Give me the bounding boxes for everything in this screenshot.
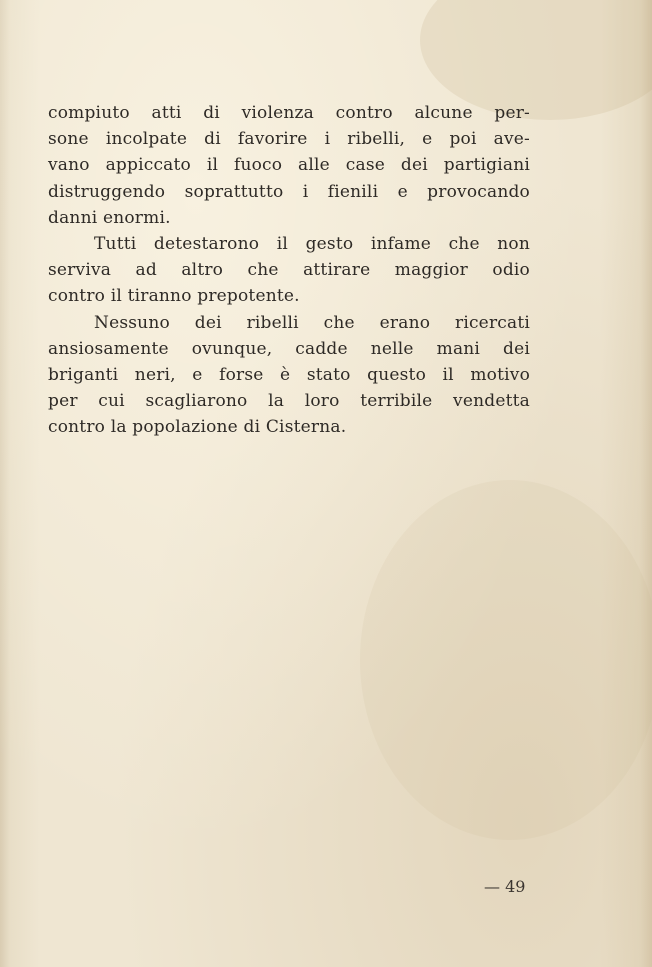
text-line: Nessuno dei ribelli che erano ricercati <box>94 312 530 333</box>
text-line: sone incolpate di favorire i ribelli, e poi ave- <box>48 129 530 150</box>
text-line: ansiosamente ovunque, cadde nelle mani dei <box>48 338 530 359</box>
text-line: Tutti detestarono il gesto infame che non <box>94 234 530 255</box>
body-text <box>48 100 530 441</box>
text-line: vano appiccato il fuoco alle case dei partigiani <box>48 155 530 176</box>
text-line: contro il tiranno prepotente. <box>48 286 300 307</box>
text-line: contro la popolazione di Cisterna. <box>48 417 347 438</box>
paragraph-1 <box>48 100 530 231</box>
text-line: per cui scagliarono la loro terribile vendetta <box>48 391 530 412</box>
paper-stain <box>360 480 652 840</box>
text-line: danni enormi. <box>48 207 171 228</box>
paragraph-2 <box>48 231 530 310</box>
text-line: briganti neri, e forse è stato questo il motivo <box>48 365 530 386</box>
page-number: — 49 <box>484 877 526 896</box>
text-line: compiuto atti di violenza contro alcune per- <box>48 103 530 123</box>
text-line: serviva ad altro che attirare maggior odio <box>48 260 530 281</box>
text-line: distruggendo soprattutto i fienili e provocando <box>48 181 530 202</box>
paragraph-3 <box>48 310 530 441</box>
